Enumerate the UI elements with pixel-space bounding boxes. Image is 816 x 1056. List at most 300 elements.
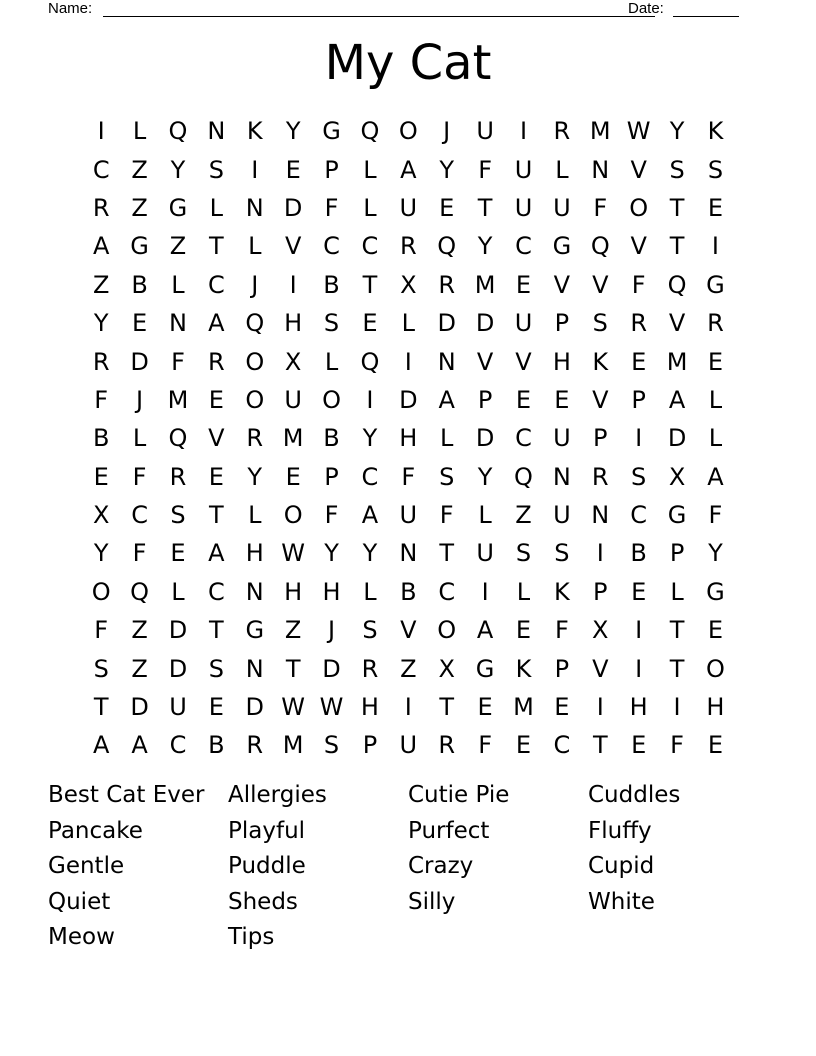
grid-letter[interactable]: S	[208, 155, 224, 184]
grid-letter[interactable]: I	[519, 117, 528, 146]
grid-letter[interactable]: U	[514, 155, 533, 184]
word-list-item: Meow	[48, 924, 115, 951]
grid-letter[interactable]: E	[554, 385, 570, 414]
grid-letter[interactable]: L	[248, 501, 262, 530]
grid-letter[interactable]: L	[132, 424, 147, 453]
grid-letter[interactable]: C	[438, 577, 456, 606]
grid-letter[interactable]: L	[363, 193, 377, 222]
grid-letter[interactable]: Q	[168, 117, 188, 146]
grid-letter[interactable]: Y	[93, 309, 109, 338]
grid-letter[interactable]: Y	[285, 117, 301, 146]
grid-letter[interactable]: P	[669, 539, 685, 568]
grid-letter[interactable]: L	[363, 155, 377, 184]
grid-letter[interactable]: E	[285, 462, 301, 491]
grid-letter[interactable]: C	[131, 501, 148, 530]
name-field[interactable]	[103, 16, 655, 17]
grid-letter[interactable]: X	[438, 654, 455, 683]
grid-letter[interactable]: S	[707, 155, 724, 184]
grid-letter[interactable]: E	[515, 385, 532, 414]
grid-letter[interactable]: L	[670, 577, 684, 606]
grid-letter[interactable]: I	[251, 155, 259, 184]
grid-letter[interactable]: T	[669, 616, 685, 645]
grid-letter[interactable]: C	[92, 155, 110, 184]
grid-letter[interactable]: M	[589, 117, 611, 146]
grid-letter[interactable]: R	[399, 232, 417, 261]
grid-letter[interactable]: Z	[131, 193, 148, 222]
grid-letter[interactable]: V	[592, 654, 609, 683]
grid-letter[interactable]: O	[398, 117, 418, 146]
grid-letter[interactable]: Z	[284, 616, 302, 645]
grid-letter[interactable]: V	[476, 347, 494, 376]
grid-letter[interactable]: T	[439, 693, 455, 722]
grid-letter[interactable]: U	[399, 193, 418, 222]
word-list	[48, 778, 768, 956]
grid-letter[interactable]: S	[323, 731, 340, 760]
grid-letter[interactable]: J	[328, 616, 336, 645]
grid-letter[interactable]: M	[282, 424, 304, 453]
grid-letter[interactable]: C	[207, 577, 225, 606]
grid-letter[interactable]: K	[554, 577, 570, 606]
grid-letter[interactable]: B	[131, 270, 148, 299]
grid-letter[interactable]: U	[284, 385, 302, 414]
grid-letter[interactable]: F	[478, 155, 492, 184]
grid-letter[interactable]: T	[209, 232, 224, 261]
grid-letter[interactable]: G	[168, 193, 188, 222]
grid-letter[interactable]: U	[514, 309, 533, 338]
grid-letter[interactable]: C	[630, 501, 648, 530]
grid-letter[interactable]: V	[208, 424, 225, 453]
grid-letter[interactable]: Y	[669, 117, 685, 146]
grid-letter[interactable]: O	[245, 347, 265, 376]
grid-letter[interactable]: H	[552, 347, 571, 376]
grid-letter[interactable]: L	[708, 424, 723, 453]
grid-letter[interactable]: R	[169, 462, 187, 491]
grid-letter[interactable]: A	[476, 616, 494, 645]
grid-letter[interactable]: G	[130, 232, 149, 261]
grid-letter[interactable]: E	[208, 462, 224, 491]
grid-letter[interactable]: Q	[667, 270, 687, 299]
grid-letter[interactable]: T	[592, 731, 608, 760]
grid-letter[interactable]: L	[209, 193, 224, 222]
grid-letter[interactable]: D	[437, 309, 456, 338]
grid-letter[interactable]: V	[284, 232, 302, 261]
grid-letter[interactable]: F	[439, 501, 454, 530]
grid-letter[interactable]: L	[248, 232, 262, 261]
grid-letter[interactable]: I	[97, 117, 105, 146]
grid-letter[interactable]: O	[322, 385, 341, 414]
grid-letter[interactable]: T	[362, 270, 378, 299]
grid-letter[interactable]: W	[281, 693, 306, 722]
grid-letter[interactable]: V	[592, 385, 609, 414]
grid-letter[interactable]: Q	[360, 347, 380, 376]
grid-letter[interactable]: E	[477, 693, 493, 722]
grid-letter[interactable]: L	[363, 577, 377, 606]
grid-letter[interactable]: G	[245, 616, 265, 645]
grid-letter[interactable]: Y	[439, 155, 455, 184]
grid-letter[interactable]: N	[245, 577, 264, 606]
grid-letter[interactable]: P	[554, 654, 570, 683]
grid-letter[interactable]: Y	[708, 539, 723, 568]
grid-letter[interactable]: V	[592, 270, 609, 299]
grid-letter[interactable]: J	[443, 117, 451, 146]
grid-letter[interactable]: N	[437, 347, 456, 376]
grid-letter[interactable]: A	[92, 232, 110, 261]
grid-letter[interactable]: E	[515, 731, 532, 760]
grid-letter[interactable]: D	[475, 424, 495, 453]
grid-letter[interactable]: P	[362, 731, 378, 760]
grid-letter[interactable]: Y	[477, 462, 493, 491]
grid-letter[interactable]: E	[515, 270, 532, 299]
grid-letter[interactable]: E	[208, 385, 224, 414]
grid-letter[interactable]: T	[93, 693, 109, 722]
grid-letter[interactable]: A	[668, 385, 686, 414]
grid-letter[interactable]: H	[284, 309, 303, 338]
grid-letter[interactable]: Z	[131, 155, 148, 184]
grid-letter[interactable]: J	[251, 270, 259, 299]
word-list-item: Cuddles	[588, 782, 681, 808]
grid-letter[interactable]: V	[553, 270, 571, 299]
grid-letter[interactable]: S	[93, 654, 109, 683]
grid-letter[interactable]: H	[706, 693, 725, 722]
grid-letter[interactable]: F	[478, 731, 492, 760]
grid-letter[interactable]: L	[132, 117, 147, 146]
grid-letter[interactable]: F	[324, 193, 339, 222]
grid-letter[interactable]: U	[399, 501, 418, 530]
grid-letter[interactable]: A	[400, 155, 417, 184]
grid-letter[interactable]: Q	[130, 577, 150, 606]
grid-letter[interactable]: I	[635, 424, 643, 453]
grid-letter[interactable]: H	[322, 577, 341, 606]
grid-letter[interactable]: P	[324, 462, 339, 491]
grid-letter[interactable]: B	[400, 577, 417, 606]
grid-letter[interactable]: I	[635, 654, 643, 683]
grid-letter[interactable]: Y	[93, 539, 109, 568]
grid-letter[interactable]: E	[285, 155, 301, 184]
grid-letter[interactable]: N	[245, 654, 264, 683]
grid-letter[interactable]: Z	[400, 654, 417, 683]
grid-letter[interactable]: R	[208, 347, 225, 376]
grid-letter[interactable]: D	[168, 616, 188, 645]
grid-letter[interactable]: G	[706, 577, 725, 606]
grid-letter[interactable]: K	[707, 117, 724, 146]
grid-letter[interactable]: D	[322, 654, 341, 683]
grid-letter[interactable]: Z	[131, 616, 148, 645]
grid-letter[interactable]: L	[478, 501, 492, 530]
grid-letter[interactable]: L	[171, 270, 185, 299]
grid-letter[interactable]: F	[94, 385, 109, 414]
grid-letter[interactable]: P	[593, 424, 608, 453]
grid-letter[interactable]: P	[631, 385, 646, 414]
grid-letter[interactable]: Y	[477, 232, 493, 261]
grid-letter[interactable]: O	[91, 577, 111, 606]
grid-letter[interactable]: X	[400, 270, 417, 299]
grid-letter[interactable]: E	[707, 347, 724, 376]
grid-letter[interactable]: K	[592, 347, 609, 376]
grid-letter[interactable]: W	[626, 117, 651, 146]
grid-letter[interactable]: D	[130, 347, 149, 376]
grid-letter[interactable]: U	[399, 731, 418, 760]
grid-letter[interactable]: T	[477, 193, 493, 222]
grid-letter[interactable]: A	[208, 309, 225, 338]
header	[48, 0, 748, 20]
grid-letter[interactable]: F	[670, 731, 684, 760]
grid-letter[interactable]: Y	[247, 462, 263, 491]
grid-letter[interactable]: J	[136, 385, 144, 414]
grid-letter[interactable]: L	[401, 309, 415, 338]
grid-letter[interactable]: I	[673, 693, 681, 722]
grid-letter[interactable]: X	[92, 501, 110, 530]
grid-letter[interactable]: X	[592, 616, 609, 645]
grid-letter[interactable]: R	[361, 654, 379, 683]
grid-letter[interactable]: N	[399, 539, 418, 568]
word-list-item: Puddle	[228, 853, 306, 880]
grid-letter[interactable]: C	[515, 424, 532, 453]
grid-letter[interactable]: O	[437, 616, 457, 645]
grid-letter[interactable]: Y	[362, 424, 378, 453]
grid-letter[interactable]: T	[209, 501, 224, 530]
grid-letter[interactable]: F	[708, 501, 723, 530]
grid-letter[interactable]: I	[596, 539, 604, 568]
grid-letter[interactable]: L	[440, 424, 454, 453]
date-field[interactable]	[673, 16, 739, 17]
grid-letter[interactable]: V	[630, 155, 647, 184]
grid-letter[interactable]: E	[707, 731, 724, 760]
grid-letter[interactable]: E	[631, 347, 647, 376]
grid-letter[interactable]: C	[553, 731, 571, 760]
grid-letter[interactable]: A	[361, 501, 379, 530]
grid-letter[interactable]: N	[245, 193, 264, 222]
grid-letter[interactable]: V	[630, 232, 647, 261]
grid-letter[interactable]: D	[399, 385, 418, 414]
grid-letter[interactable]: L	[516, 577, 531, 606]
grid-letter[interactable]: R	[246, 731, 264, 760]
grid-letter[interactable]: O	[629, 193, 649, 222]
word-list-item: Purfect	[408, 817, 490, 844]
grid-letter[interactable]: C	[515, 232, 532, 261]
grid-letter[interactable]: H	[284, 577, 303, 606]
grid-letter[interactable]: R	[246, 424, 264, 453]
grid-letter[interactable]: I	[596, 693, 604, 722]
grid-letter[interactable]: L	[171, 577, 185, 606]
grid-letter[interactable]: Z	[131, 654, 148, 683]
grid-letter[interactable]: S	[439, 462, 455, 491]
grid-letter[interactable]: U	[476, 539, 494, 568]
grid-letter[interactable]: E	[707, 193, 724, 222]
grid-letter[interactable]: S	[515, 539, 532, 568]
grid-letter[interactable]: F	[401, 462, 416, 491]
grid-letter[interactable]: M	[666, 347, 688, 376]
grid-letter[interactable]: R	[438, 270, 456, 299]
grid-letter[interactable]: E	[631, 731, 647, 760]
grid-letter[interactable]: S	[669, 155, 685, 184]
grid-letter[interactable]: T	[669, 232, 685, 261]
grid-letter[interactable]: B	[208, 731, 225, 760]
grid-letter[interactable]: I	[404, 693, 412, 722]
grid-letter[interactable]: H	[399, 424, 418, 453]
grid-letter[interactable]: N	[591, 155, 610, 184]
grid-letter[interactable]: E	[554, 693, 570, 722]
grid-letter[interactable]: D	[168, 654, 188, 683]
grid-letter[interactable]: U	[553, 501, 571, 530]
grid-letter[interactable]: S	[554, 539, 570, 568]
grid-letter[interactable]: T	[669, 193, 685, 222]
grid-letter[interactable]: F	[631, 270, 646, 299]
grid-letter[interactable]: R	[707, 309, 724, 338]
grid-letter[interactable]: V	[668, 309, 686, 338]
grid-letter[interactable]: P	[554, 309, 570, 338]
grid-letter[interactable]: B	[630, 539, 647, 568]
grid-letter[interactable]: L	[324, 347, 339, 376]
grid-letter[interactable]: S	[362, 616, 378, 645]
word-list-item: Gentle	[48, 853, 125, 880]
grid-letter[interactable]: F	[94, 616, 109, 645]
grid-letter[interactable]: T	[439, 539, 455, 568]
grid-letter[interactable]: M	[167, 385, 189, 414]
grid-letter[interactable]: N	[591, 501, 610, 530]
grid-letter[interactable]: C	[207, 270, 225, 299]
grid-letter[interactable]: C	[323, 232, 340, 261]
grid-letter[interactable]: G	[667, 501, 687, 530]
grid-letter[interactable]: I	[481, 577, 489, 606]
grid-letter[interactable]: N	[207, 117, 226, 146]
word-list-item: Silly	[408, 888, 456, 915]
grid-letter[interactable]: M	[282, 731, 304, 760]
grid-letter[interactable]: S	[323, 309, 340, 338]
grid-letter[interactable]: N	[169, 309, 187, 338]
grid-letter[interactable]: A	[131, 731, 148, 760]
grid-letter[interactable]: P	[324, 155, 339, 184]
grid-letter[interactable]: R	[630, 309, 647, 338]
grid-letter[interactable]: B	[323, 270, 340, 299]
grid-letter[interactable]: F	[171, 347, 185, 376]
grid-letter[interactable]: I	[366, 385, 374, 414]
grid-letter[interactable]: F	[593, 193, 608, 222]
grid-letter[interactable]: E	[132, 309, 148, 338]
grid-letter[interactable]: O	[706, 654, 725, 683]
grid-letter[interactable]: E	[707, 616, 724, 645]
grid-letter[interactable]: G	[322, 117, 341, 146]
grid-letter[interactable]: U	[169, 693, 187, 722]
grid-letter[interactable]: D	[245, 693, 264, 722]
grid-letter[interactable]: L	[708, 385, 723, 414]
grid-letter[interactable]: C	[361, 232, 379, 261]
grid-letter[interactable]: B	[92, 424, 110, 453]
grid-letter[interactable]: H	[629, 693, 648, 722]
grid-letter[interactable]: F	[324, 501, 339, 530]
grid-letter[interactable]: I	[404, 347, 412, 376]
grid-letter[interactable]: R	[553, 117, 571, 146]
grid-letter[interactable]: S	[170, 501, 186, 530]
grid-letter[interactable]: F	[554, 616, 569, 645]
grid-letter[interactable]: F	[132, 462, 147, 491]
grid-letter[interactable]: P	[477, 385, 493, 414]
grid-letter[interactable]: W	[319, 693, 344, 722]
grid-letter[interactable]: S	[592, 309, 608, 338]
grid-letter[interactable]: D	[283, 193, 303, 222]
grid-letter[interactable]: S	[631, 462, 647, 491]
grid-letter[interactable]: Z	[515, 501, 532, 530]
word-list-item: Crazy	[408, 853, 474, 880]
grid-letter[interactable]: Q	[437, 232, 457, 261]
grid-letter[interactable]: Q	[168, 424, 188, 453]
grid-letter[interactable]: E	[439, 193, 455, 222]
grid-letter[interactable]: D	[475, 309, 495, 338]
grid-letter[interactable]: I	[635, 616, 643, 645]
grid-letter[interactable]: E	[93, 462, 109, 491]
grid-letter[interactable]: E	[631, 577, 647, 606]
grid-letter[interactable]: A	[707, 462, 724, 491]
grid-letter[interactable]: R	[591, 462, 609, 491]
grid-letter[interactable]: A	[92, 731, 110, 760]
grid-letter[interactable]: C	[169, 731, 187, 760]
grid-letter[interactable]: X	[284, 347, 302, 376]
grid-letter[interactable]: R	[92, 347, 110, 376]
grid-letter[interactable]: X	[668, 462, 686, 491]
grid-letter[interactable]: A	[438, 385, 455, 414]
grid-letter[interactable]: V	[515, 347, 532, 376]
grid-letter[interactable]: E	[170, 539, 186, 568]
grid-letter[interactable]: O	[245, 385, 265, 414]
grid-letter[interactable]: R	[438, 731, 456, 760]
grid-letter[interactable]: U	[553, 193, 571, 222]
grid-letter[interactable]: M	[474, 270, 496, 299]
grid-letter[interactable]: E	[208, 693, 224, 722]
grid-letter[interactable]: O	[283, 501, 303, 530]
grid-letter[interactable]: H	[360, 693, 379, 722]
grid-letter[interactable]: T	[285, 654, 301, 683]
grid-letter[interactable]: Z	[92, 270, 110, 299]
grid-letter[interactable]: E	[362, 309, 378, 338]
grid-letter[interactable]: Y	[324, 539, 339, 568]
grid-letter[interactable]: E	[515, 616, 532, 645]
grid-letter[interactable]: R	[92, 193, 110, 222]
grid-letter[interactable]: I	[711, 232, 719, 261]
grid-letter[interactable]: K	[515, 654, 532, 683]
grid-letter[interactable]: N	[552, 462, 571, 491]
grid-letter[interactable]: U	[553, 424, 571, 453]
grid-letter[interactable]: M	[513, 693, 534, 722]
grid-letter[interactable]: D	[667, 424, 687, 453]
grid-letter[interactable]: U	[476, 117, 494, 146]
grid-letter[interactable]: A	[208, 539, 225, 568]
grid-letter[interactable]: W	[281, 539, 306, 568]
grid-letter[interactable]: V	[400, 616, 417, 645]
grid-letter[interactable]: Y	[170, 155, 186, 184]
grid-letter[interactable]: U	[514, 193, 533, 222]
grid-letter[interactable]: Q	[360, 117, 380, 146]
grid-letter[interactable]: B	[323, 424, 340, 453]
grid-letter[interactable]: H	[245, 539, 264, 568]
grid-letter[interactable]: F	[132, 539, 147, 568]
grid-letter[interactable]: G	[706, 270, 725, 299]
grid-letter[interactable]: C	[361, 462, 379, 491]
grid-letter[interactable]: Y	[362, 539, 378, 568]
grid-letter[interactable]: L	[555, 155, 569, 184]
grid-letter[interactable]: T	[669, 654, 685, 683]
grid-letter[interactable]: I	[289, 270, 297, 299]
grid-letter[interactable]: K	[246, 117, 263, 146]
grid-letter[interactable]: Q	[245, 309, 265, 338]
grid-letter[interactable]: T	[209, 616, 224, 645]
grid-letter[interactable]: P	[593, 577, 608, 606]
grid-letter[interactable]: S	[208, 654, 224, 683]
grid-letter[interactable]: Q	[514, 462, 533, 491]
grid-letter[interactable]: G	[475, 654, 495, 683]
grid-letter[interactable]: D	[130, 693, 149, 722]
grid-letter[interactable]: Z	[169, 232, 187, 261]
grid-letter[interactable]: G	[552, 232, 572, 261]
grid-letter[interactable]: Q	[590, 232, 610, 261]
